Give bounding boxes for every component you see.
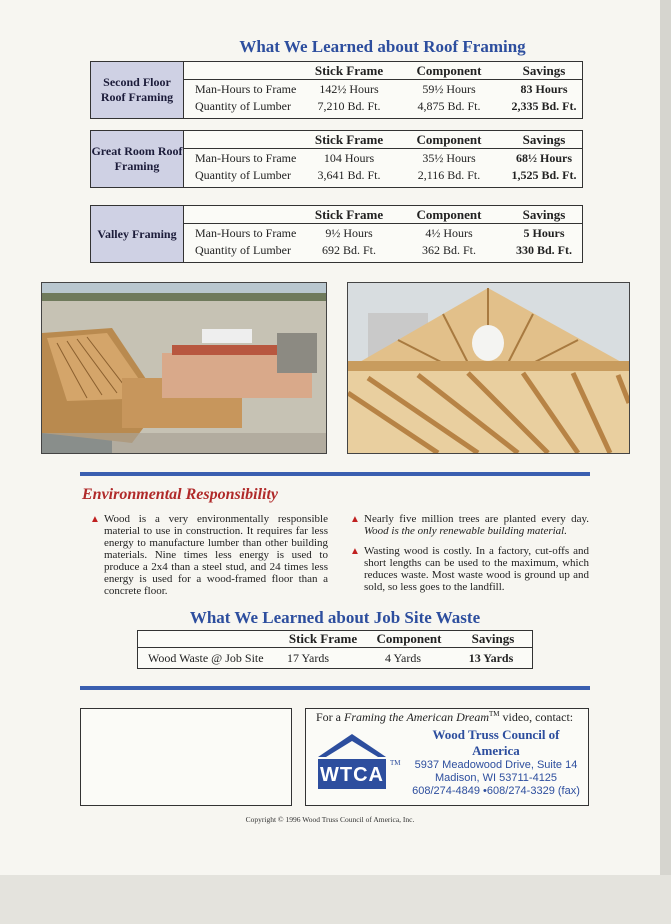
blank-box (80, 708, 292, 806)
page-edge (660, 0, 671, 924)
table-row (184, 243, 582, 260)
table-row (184, 99, 582, 116)
col-stick: Stick Frame (288, 631, 358, 646)
trademark: TM (488, 710, 500, 718)
second-floor-table (90, 61, 583, 119)
col-savings: Savings (522, 132, 566, 147)
address-line: 5937 Meadowood Drive, Suite 14 (414, 759, 578, 771)
cell-stick: 3,641 Bd. Ft. (317, 168, 381, 182)
row-label: Quantity of Lumber (195, 99, 291, 113)
cell-savings: 2,335 Bd. Ft. (511, 99, 577, 113)
cell-savings: 5 Hours (523, 226, 565, 240)
cell-stick: 9½ Hours (325, 226, 373, 240)
table-label: Great Room Roof Framing (91, 131, 184, 187)
cell-component: 2,116 Bd. Ft. (417, 168, 481, 182)
cell-stick: 7,210 Bd. Ft. (317, 99, 381, 113)
intro-text: For a (316, 710, 341, 724)
row-label: Quantity of Lumber (195, 243, 291, 257)
organization-name (406, 727, 586, 759)
col-savings: Savings (522, 207, 566, 222)
bullet-text: Wood is a very environmentally responsible material to use in construction. It requires far less energy to manufacture lumber than other building materials. Nine times less energy is used to produce a 2x4 than a steel stud, and 24 times less energy is used for a wood-framed floor than a concrete floor. (104, 513, 328, 597)
row-label: Quantity of Lumber (195, 168, 291, 182)
roof-framing-title: What We Learned about Roof Framing (239, 37, 526, 56)
bullet-triangle-icon: ▲ (350, 514, 360, 525)
table-row (184, 226, 582, 243)
cell-savings: 13 Yards (468, 651, 514, 665)
cell-savings: 330 Bd. Ft. (515, 243, 572, 257)
table-header (184, 131, 582, 149)
contact-box (305, 708, 589, 806)
address-line: Madison, WI 53711-4125 (434, 772, 558, 784)
intro-text: video, contact: (502, 710, 574, 724)
col-component: Component (416, 63, 482, 78)
col-savings: Savings (522, 63, 566, 78)
wtca-logo-text: WTCA (320, 764, 384, 786)
cell-stick: 142½ Hours (319, 82, 379, 96)
org-line: America (472, 743, 520, 758)
cell-component: 362 Bd. Ft. (421, 243, 476, 257)
truss-photo (347, 282, 630, 454)
col-savings: Savings (471, 631, 515, 646)
cell-savings: 83 Hours (520, 82, 568, 96)
col-stick: Stick Frame (314, 63, 384, 78)
cell-savings: 68½ Hours (515, 151, 572, 165)
job-site-photo (41, 282, 327, 454)
cell-component: 4½ Hours (425, 226, 473, 240)
bullet-triangle-icon: ▲ (90, 514, 100, 525)
cell-savings: 1,525 Bd. Ft. (511, 168, 577, 182)
cell-component: 59½ Hours (422, 82, 476, 96)
table-header (138, 631, 532, 648)
cell-stick: 104 Hours (323, 151, 375, 165)
great-room-table (90, 130, 583, 188)
col-component: Component (416, 207, 482, 222)
page-shadow (0, 875, 671, 924)
row-label: Man-Hours to Frame (195, 151, 297, 165)
bullet-wood-energy (90, 513, 328, 597)
bullet-text-italic: Wood is the only renewable building material. (364, 525, 567, 537)
cell-component: 35½ Hours (422, 151, 476, 165)
job-site-illustration (42, 283, 326, 453)
cell-stick: 17 Yards (286, 651, 329, 665)
copyright: Copyright © 1996 Wood Truss Council of America, Inc. (245, 815, 415, 824)
row-label: Man-Hours to Frame (195, 226, 297, 240)
divider-bottom (80, 686, 590, 690)
truss-illustration (348, 283, 629, 453)
table-row (184, 82, 582, 99)
cell-stick: 692 Bd. Ft. (321, 243, 376, 257)
row-label: Man-Hours to Frame (195, 82, 297, 96)
col-component: Component (416, 132, 482, 147)
col-stick: Stick Frame (314, 132, 384, 147)
table-header (184, 62, 582, 80)
waste-table (137, 630, 533, 669)
logo-trademark: TM (390, 759, 401, 767)
col-component: Component (376, 631, 442, 646)
job-site-waste-title: What We Learned about Job Site Waste (189, 608, 481, 627)
col-stick: Stick Frame (314, 207, 384, 222)
org-line: Wood Truss Council of (432, 727, 560, 742)
cell-component: 4,875 Bd. Ft. (417, 99, 481, 113)
bullet-triangle-icon: ▲ (350, 546, 360, 557)
bullet-waste (350, 545, 589, 593)
valley-framing-table (90, 205, 583, 263)
phone-line: 608/274-4849 •608/274-3329 (fax) (412, 785, 580, 797)
bullet-text: Nearly five million trees are planted every day. (364, 513, 589, 525)
table-label: Second Floor Roof Framing (91, 62, 184, 118)
video-title: Framing the American Dream (344, 710, 489, 724)
cell-component: 4 Yards (384, 651, 421, 665)
bullet-text: Wasting wood is costly. In a factory, cut-offs and short lengths can be used to the maximum, which reduces waste. Most waste wood is ground up and sold, so less goes to the landfill. (364, 545, 589, 593)
table-label: Valley Framing (91, 206, 184, 262)
bullet-trees (350, 513, 589, 537)
contact-intro (316, 710, 573, 725)
table-row (184, 168, 582, 185)
table-header (184, 206, 582, 224)
divider-top (80, 472, 590, 476)
table-row (184, 151, 582, 168)
row-label: Wood Waste @ Job Site (148, 651, 264, 665)
address-block (406, 759, 586, 798)
environmental-title: Environmental Responsibility (82, 486, 279, 503)
